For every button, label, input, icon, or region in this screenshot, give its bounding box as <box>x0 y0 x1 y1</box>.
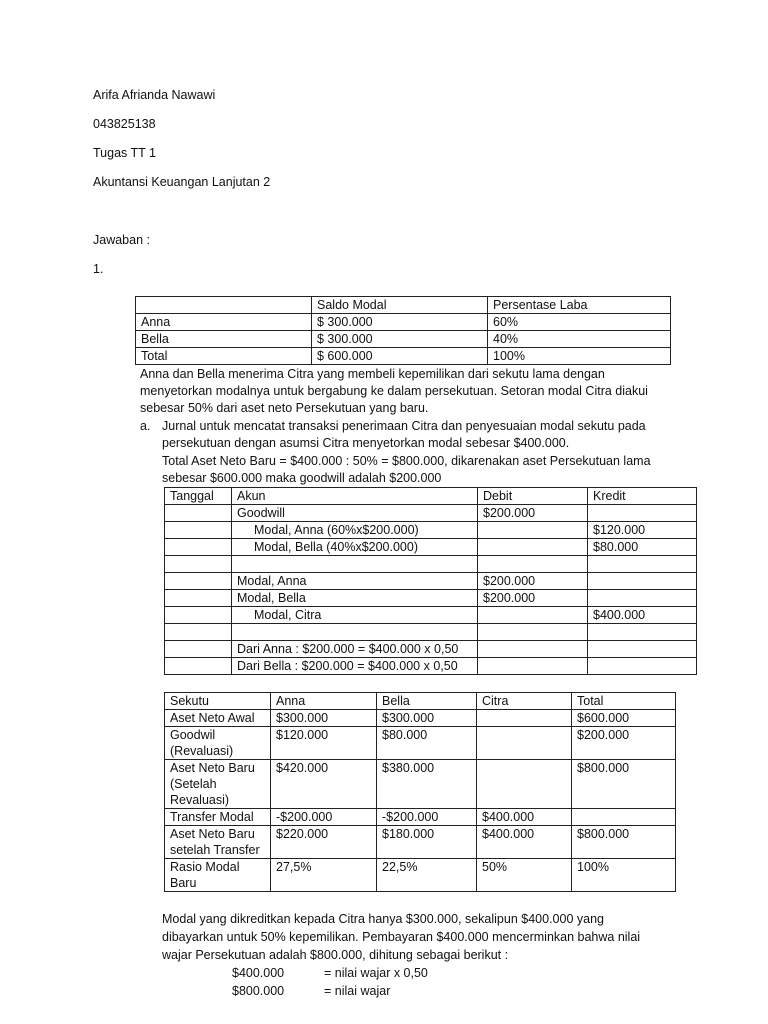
table-cell <box>165 658 232 675</box>
table-cell: $220.000 <box>271 826 377 859</box>
table-header-cell: Sekutu <box>165 693 271 710</box>
table-cell: $800.000 <box>572 760 676 809</box>
table-cell: $ 600.000 <box>312 348 488 365</box>
table-cell: $400.000 <box>477 826 572 859</box>
table-cell: Modal, Bella <box>232 590 478 607</box>
table-cell: $ 300.000 <box>312 314 488 331</box>
table-cell: 100% <box>572 859 676 892</box>
table-row <box>165 590 697 607</box>
table-header-cell: Bella <box>377 693 477 710</box>
table-cell: Aset Neto Baru (Setelah Revaluasi) <box>165 760 271 809</box>
table-cell: $200.000 <box>478 505 588 522</box>
point-a-line: persekutuan dengan asumsi Citra menyetorkan modal sebesar $400.000. <box>162 436 570 450</box>
table-cell: $420.000 <box>271 760 377 809</box>
table-row <box>165 658 697 675</box>
table-header-cell <box>136 297 312 314</box>
table-cell <box>588 590 697 607</box>
calc-formula: = nilai wajar <box>324 984 391 998</box>
table-header-cell: Citra <box>477 693 572 710</box>
table-cell: $200.000 <box>478 590 588 607</box>
table-cell: Goodwil (Revaluasi) <box>165 727 271 760</box>
table-header-cell: Akun <box>232 488 478 505</box>
table-cell <box>165 590 232 607</box>
table-cell: $80.000 <box>377 727 477 760</box>
course-name: Akuntansi Keuangan Lanjutan 2 <box>93 175 271 189</box>
table-cell <box>477 760 572 809</box>
point-a-line: Total Aset Neto Baru = $400.000 : 50% = $800.000, dikarenakan aset Persekutuan lama <box>162 454 651 468</box>
table-cell <box>165 505 232 522</box>
closing-line: wajar Persekutuan adalah $800.000, dihitung sebagai berikut : <box>162 948 509 962</box>
table-cell: $400.000 <box>477 809 572 826</box>
table-cell <box>478 658 588 675</box>
table-cell <box>165 522 232 539</box>
table-row <box>165 505 697 522</box>
table-cell: -$200.000 <box>377 809 477 826</box>
table-cell: 50% <box>477 859 572 892</box>
table-header-row <box>165 693 676 710</box>
table-cell <box>477 710 572 727</box>
closing-line: dibayarkan untuk 50% kepemilikan. Pembayaran $400.000 mencerminkan bahwa nilai <box>162 930 641 944</box>
table-header-row <box>136 297 671 314</box>
table-row <box>165 727 676 760</box>
table-cell: $800.000 <box>572 826 676 859</box>
table-cell: Modal, Anna (60%x$200.000) <box>232 522 478 539</box>
calc-formula: = nilai wajar x 0,50 <box>324 966 428 980</box>
capital-balance-table <box>135 296 671 365</box>
table-cell: Transfer Modal <box>165 809 271 826</box>
table-cell <box>588 573 697 590</box>
table-row <box>165 826 676 859</box>
closing-line: Modal yang dikreditkan kepada Citra hanya $300.000, sekalipun $400.000 yang <box>162 912 604 926</box>
table-cell: $200.000 <box>572 727 676 760</box>
table-header-cell: Total <box>572 693 676 710</box>
answer-label: Jawaban : <box>93 233 150 247</box>
table-cell <box>478 607 588 624</box>
table-cell <box>478 624 588 641</box>
table-cell <box>165 573 232 590</box>
table-cell <box>478 641 588 658</box>
table-cell: Anna <box>136 314 312 331</box>
table-cell: Total <box>136 348 312 365</box>
table-row <box>136 331 671 348</box>
table-cell <box>165 641 232 658</box>
table-cell <box>478 556 588 573</box>
table-cell: $120.000 <box>588 522 697 539</box>
table-cell: Modal, Citra <box>232 607 478 624</box>
table-cell: 100% <box>488 348 671 365</box>
table-cell: Modal, Anna <box>232 573 478 590</box>
table-row <box>165 556 697 573</box>
table-cell <box>588 641 697 658</box>
table-cell: $400.000 <box>588 607 697 624</box>
student-id: 043825138 <box>93 117 156 131</box>
table-cell <box>572 809 676 826</box>
table-cell <box>232 556 478 573</box>
table-cell: $380.000 <box>377 760 477 809</box>
table-row <box>165 641 697 658</box>
list-marker: a. <box>140 419 151 433</box>
table-cell: $300.000 <box>377 710 477 727</box>
table-cell <box>477 727 572 760</box>
calc-value: $800.000 <box>232 984 285 998</box>
intro-line: sebesar 50% dari aset neto Persekutuan yang baru. <box>140 401 429 415</box>
table-cell <box>478 539 588 556</box>
calc-value: $400.000 <box>232 966 285 980</box>
table-cell <box>588 556 697 573</box>
table-cell: $ 300.000 <box>312 331 488 348</box>
table-cell: Goodwill <box>232 505 478 522</box>
table-cell: -$200.000 <box>271 809 377 826</box>
table-row <box>165 859 676 892</box>
table-cell: 40% <box>488 331 671 348</box>
table-cell: 60% <box>488 314 671 331</box>
table-cell: 22,5% <box>377 859 477 892</box>
intro-line: Anna dan Bella menerima Citra yang membeli kepemilikan dari sekutu lama dengan <box>140 367 605 381</box>
question-number: 1. <box>93 262 104 276</box>
table-cell <box>478 522 588 539</box>
table-header-cell: Persentase Laba <box>488 297 671 314</box>
intro-line: menyetorkan modalnya untuk bergabung ke dalam persekutuan. Setoran modal Citra diakui <box>140 384 648 398</box>
table-cell: Aset Neto Baru setelah Transfer <box>165 826 271 859</box>
journal-table <box>164 487 697 675</box>
capital-summary-table <box>164 692 676 892</box>
table-cell: $300.000 <box>271 710 377 727</box>
table-cell <box>165 624 232 641</box>
table-row <box>165 539 697 556</box>
table-cell: $120.000 <box>271 727 377 760</box>
table-cell: $200.000 <box>478 573 588 590</box>
table-cell: 27,5% <box>271 859 377 892</box>
table-header-cell: Kredit <box>588 488 697 505</box>
table-cell <box>588 658 697 675</box>
table-header-cell: Anna <box>271 693 377 710</box>
table-header-cell: Saldo Modal <box>312 297 488 314</box>
author-name: Arifa Afrianda Nawawi <box>93 88 216 102</box>
table-cell: $600.000 <box>572 710 676 727</box>
table-cell: Aset Neto Awal <box>165 710 271 727</box>
table-row <box>136 348 671 365</box>
table-row <box>165 760 676 809</box>
table-cell: Modal, Bella (40%x$200.000) <box>232 539 478 556</box>
table-cell: $80.000 <box>588 539 697 556</box>
table-cell: $180.000 <box>377 826 477 859</box>
table-row <box>165 624 697 641</box>
table-cell <box>165 556 232 573</box>
table-cell: Dari Bella : $200.000 = $400.000 x 0,50 <box>232 658 478 675</box>
point-a-line: Jurnal untuk mencatat transaksi penerimaan Citra dan penyesuaian modal sekutu pada <box>162 419 646 433</box>
table-row <box>165 710 676 727</box>
assignment-title: Tugas TT 1 <box>93 146 156 160</box>
table-row <box>165 607 697 624</box>
table-cell <box>165 539 232 556</box>
point-a-line: sebesar $600.000 maka goodwill adalah $200.000 <box>162 471 442 485</box>
table-header-cell: Tanggal <box>165 488 232 505</box>
table-cell: Rasio Modal Baru <box>165 859 271 892</box>
table-row <box>165 522 697 539</box>
table-header-cell: Debit <box>478 488 588 505</box>
table-cell <box>588 505 697 522</box>
table-row <box>165 573 697 590</box>
table-cell <box>232 624 478 641</box>
table-row <box>165 809 676 826</box>
table-cell <box>165 607 232 624</box>
table-cell: Bella <box>136 331 312 348</box>
table-header-row <box>165 488 697 505</box>
table-row <box>136 314 671 331</box>
table-cell: Dari Anna : $200.000 = $400.000 x 0,50 <box>232 641 478 658</box>
table-cell <box>588 624 697 641</box>
